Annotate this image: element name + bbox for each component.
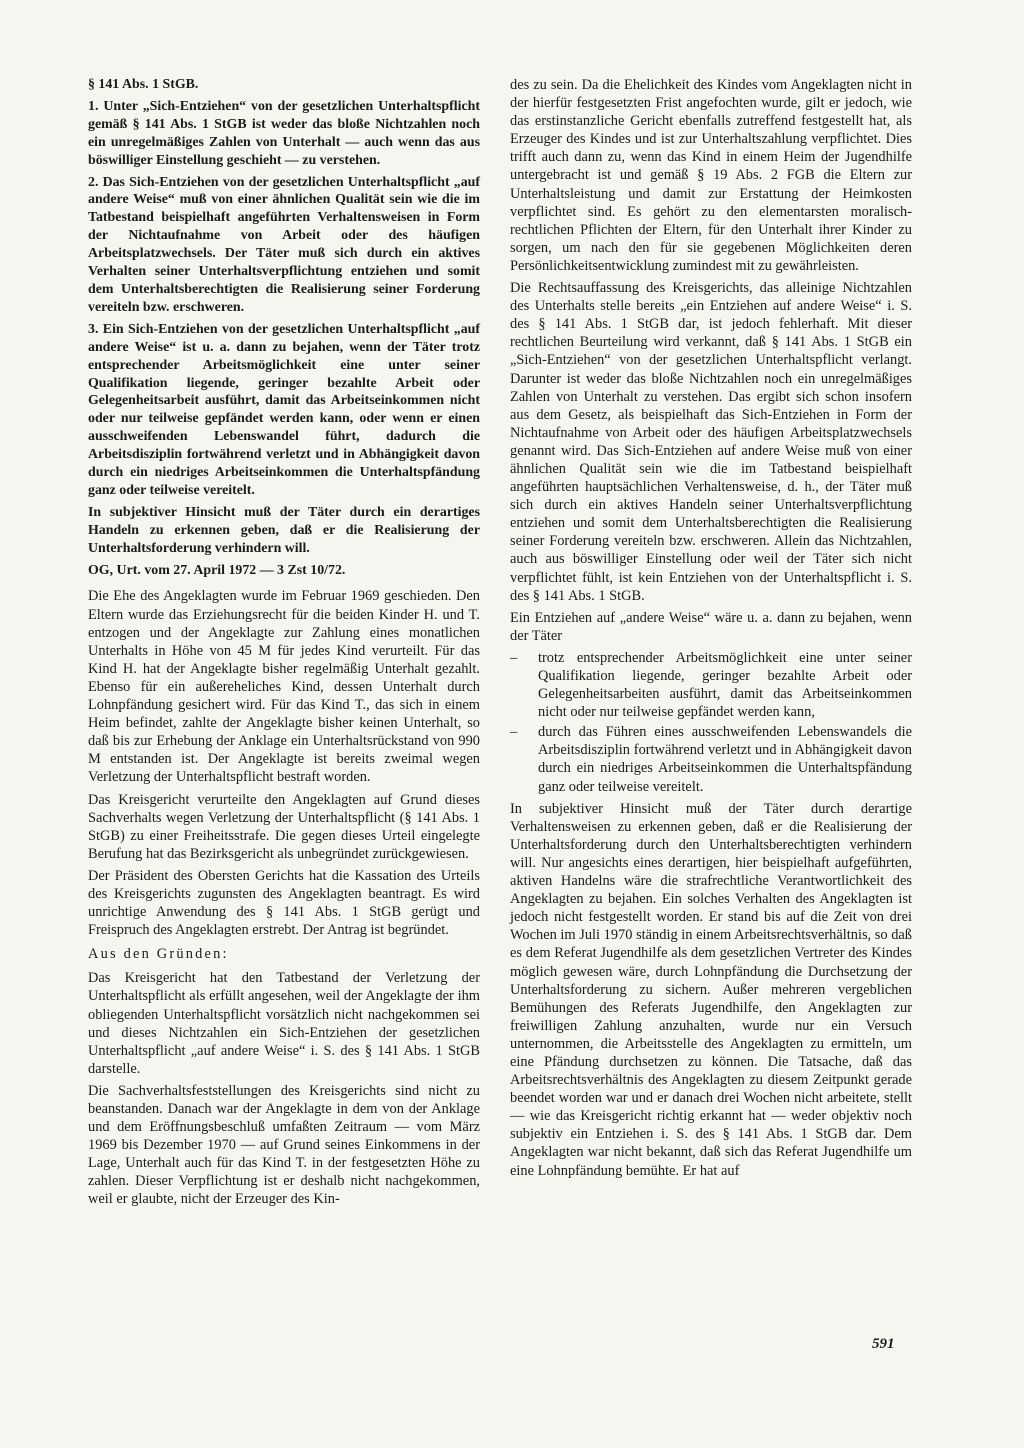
condition-list [510,649,912,796]
reasons-heading: Aus den Gründen: [88,946,229,963]
headnote-1: 1. Unter „Sich-Entziehen“ von der gesetzlichen Unterhaltspflicht gemäß § 141 Abs. 1 StGB ist weder das bloße Nichtzahlen noch ein unregelmäßiges Zahlen von Unterhalt — auch wenn das aus böswilliger Einstellung geschieht — zu verstehen. [88,98,480,168]
headnote-4: In subjektiver Hinsicht muß der Täter durch ein derartiges Handeln zu erkennen geben, daß er die Realisierung der Unterhaltsforderung verhindern will. [88,504,480,556]
list-item: – durch das Führen eines ausschweifenden Lebenswandels die Arbeitsdisziplin fortwährend verletzt und in Abhängigkeit davon durch ein niedriges Arbeitseinkommen die Unterhaltspfändung ganz oder teilweise vereitelt. [510,723,912,795]
body-paragraph: Ein Entziehen auf „andere Weise“ wäre u. a. dann zu bejahen, wenn der Täter [510,609,912,644]
body-paragraph: Der Präsident des Obersten Gerichts hat die Kassation des Urteils des Kreisgerichts zugunsten des Angeklagten beantragt. Es wird unrichtige Anwendung des § 141 Abs. 1 StGB gerügt und Freispruch des Angeklagten erstrebt. Der Antrag ist begründet. [88,867,480,939]
right-column [510,76,912,1184]
body-paragraph: Die Sachverhaltsfeststellungen des Kreisgerichts sind nicht zu beanstanden. Danach war der Angeklagte in dem von der Anklage und dem Eröffnungsbeschluß umfaßten Zeitraum — vom März 1969 bis Dezember 1970 — auf Grund seines Einkommens in der Lage, Unterhalt auch für das Kind T. in der festgesetzten Höhe zu zahlen. Dieser Verpflichtung ist er deshalb nicht nachgekommen, weil er glaubte, nicht der Erzeuger des Kin- [88,1082,480,1208]
page-number: 591 [872,1336,895,1352]
body-paragraph: Das Kreisgericht verurteilte den Angeklagten auf Grund dieses Sachverhalts wegen Verletzung der Unterhaltspflicht (§ 141 Abs. 1 StGB) zu einer Freiheitsstrafe. Die gegen dieses Urteil eingelegte Berufung hat das Bezirksgericht als unbegründet zurückgewiesen. [88,791,480,862]
left-column [88,76,480,1213]
body-paragraph: Die Ehe des Angeklagten wurde im Februar 1969 geschieden. Den Eltern wurde das Erziehungsrecht für die beiden Kinder H. und T. entzogen und der Angeklagte zur Zahlung eines monatlichen Unterhalts in Höhe von 45 M für jedes Kind verurteilt. Für das Kind H. hat der Angeklagte bisher regelmäßig Unterhalt gezahlt. Ebenso für ein außereheliches Kind, dessen Unterhalt durch Lohnpfändung gesichert wird. Für das Kind T., das sich in einem Heim befindet, zahlte der Angeklagte bisher keinen Unterhalt, so daß bis zur Erhebung der Anklage ein Unterhaltsrückstand von 990 M entstanden ist. Der Angeklagte ist bereits zweimal wegen Verletzung der Unterhaltspflicht bestraft worden. [88,588,480,786]
body-paragraph: Die Rechtsauffassung des Kreisgerichts, das alleinige Nichtzahlen des Unterhalts stelle bereits „ein Entziehen auf andere Weise“ i. S. des § 141 Abs. 1 StGB dar, ist jedoch fehlerhaft. Mit dieser rechtlichen Beurteilung wird verkannt, daß § 141 Abs. 1 StGB ein „Sich-Entziehen“ von der gesetzlichen Unterhaltspflicht verlangt. Darunter ist weder das bloße Nichtzahlen noch ein unregelmäßiges Zahlen von Unterhalt zu verstehen. Das ergibt sich schon insofern aus dem Gesetz, als beispielhaft das Sich-Entziehen in Form der Nichtaufnahme von Arbeit oder des häufigen Arbeitsplatzwechsels genannt wird. Das Sich-Entziehen auf andere Weise muß von einer ähnlichen Qualität sein wie die im Tatbestand beispielhaft angeführten hauptsächlichen Verhaltensweise, d. h., der Täter muß sich durch ein aktives Handeln seiner Unterhaltsverpflichtung entziehen und somit dem Unterhaltsberechtigten die Realisierung seiner Forderung vereiteln bzw. erschweren. Allein das Nichtzahlen, auch aus böswilliger Einstellung oder weil der Täter sich nicht verpflichtet fühlt, ist kein Entziehen von der Unterhaltspflicht i. S. des § 141 Abs. 1 StGB. [510,280,912,604]
list-item: – trotz entsprechender Arbeitsmöglichkeit eine unter seiner Qualifikation liegende, geringer bezahlte Arbeit oder Gelegenheitsarbeiten ausführt, damit das Arbeitseinkommen nicht oder nur teilweise gepfändet werden kann, [510,649,912,721]
body-paragraph: des zu sein. Da die Ehelichkeit des Kindes vom Angeklagten nicht in der hierfür festgesetzten Frist angefochten wurde, gilt er jedoch, wie das erstinstanzliche Gericht ebenfalls zutreffend festgestellt hat, als Erzeuger des Kindes und ist zur Unterhaltszahlung verpflichtet. Dies trifft auch dann zu, wenn das Kind in einem Heim der Jugendhilfe untergebracht ist und gemäß § 19 Abs. 2 FGB die Eltern zur Unterhaltsleistung und damit zur Erstattung der Heimkosten verpflichtet sind. Es gehört zu den elementarsten moralisch-rechtlichen Pflichten der Eltern, für den Unterhalt ihrer Kinder zu sorgen, um nach den für sie gegebenen Möglichkeiten deren Persönlichkeitsentwicklung zumindest mit zu gewährleisten. [510,77,912,274]
headnote-2: 2. Das Sich-Entziehen von der gesetzlichen Unterhaltspflicht „auf andere Weise“ muß von einer ähnlichen Qualität sein wie die im Tatbestand beispielhaft angeführten Verhaltensweisen in Form der Nichtaufnahme von Arbeit oder des häufigen Arbeitsplatzwechsels. Der Täter muß sich durch ein aktives Verhalten seiner Unterhaltsverpflichtung entziehen und somit dem Unterhaltsberechtigten die Realisierung seiner Forderung vereiteln bzw. erschweren. [88,174,480,315]
headnote-3: 3. Ein Sich-Entziehen von der gesetzlichen Unterhaltspflicht „auf andere Weise“ ist u. a. dann zu bejahen, wenn der Täter trotz entsprechender Arbeitsmöglichkeit eine unter seiner Qualifikation liegende, geringer bezahlte Arbeit oder Gelegenheitsarbeit ausführt, damit das Arbeitseinkommen nicht oder nur teilweise gepfändet werden kann, oder wenn er einen ausschweifenden Lebenswandel führt, dadurch die Arbeitsdisziplin fortwährend verletzt und in Abhängigkeit davon durch ein niedriges Arbeitseinkommen die Unterhaltspfändung ganz oder teilweise vereitelt. [88,321,480,498]
section-heading: § 141 Abs. 1 StGB. [88,77,199,92]
body-paragraph: In subjektiver Hinsicht muß der Täter durch derartige Verhaltensweisen zu erkennen geben, daß er die Realisierung der Unterhaltsforderung durch den Unterhaltsberechtigten verhindern will. Nur angesichts eines derartigen, hier beispielhaft aufgeführten, aktiven Handelns wäre die strafrechtliche Verantwortlichkeit des Angeklagten zu bejahen. Ein solches Verhalten des Angeklagten ist jedoch nicht festgestellt worden. Er stand bis auf die Zeit von drei Wochen im Juli 1970 ständig in einem Arbeitsrechtsverhältnis, so daß es dem Referat Jugendhilfe als dem gesetzlichen Vertreter des Kindes möglich gewesen wäre, durch Lohnpfändung die Durchsetzung der Unterhaltsforderung zu sichern. Außer mehreren vergeblichen Bemühungen des Referats Jugendhilfe, den Angeklagten zur freiwilligen Zahlung anzuhalten, wurde nur ein Versuch unternommen, die Arbeitsstelle des Angeklagten zu ermitteln, um eine Pfändung durchsetzen zu können. Die Tatsache, daß das Arbeitsrechtsverhältnis des Angeklagten zu diesem Zeitpunkt gerade beendet worden war und er danach drei Wochen nicht arbeitete, stellt — wie das Kreisgericht richtig erkannt hat — weder objektiv noch subjektiv ein Entziehen i. S. des § 141 Abs. 1 StGB dar. Dem Angeklagten war nicht bekannt, daß sich das Referat Jugendhilfe um eine Lohnpfändung bemühte. Er hat auf [510,800,912,1179]
body-paragraph: Das Kreisgericht hat den Tatbestand der Verletzung der Unterhaltspflicht als erfüllt angesehen, weil der Angeklagte der ihm obliegenden Unterhaltspflicht vorsätzlich nicht nachgekommen sei und dieses Nichtzahlen ein Sich-Entziehen der gesetzlichen Unterhaltspflicht „auf andere Weise“ i. S. des § 141 Abs. 1 StGB darstelle. [88,970,480,1077]
citation: OG, Urt. vom 27. April 1972 — 3 Zst 10/72. [88,562,346,578]
